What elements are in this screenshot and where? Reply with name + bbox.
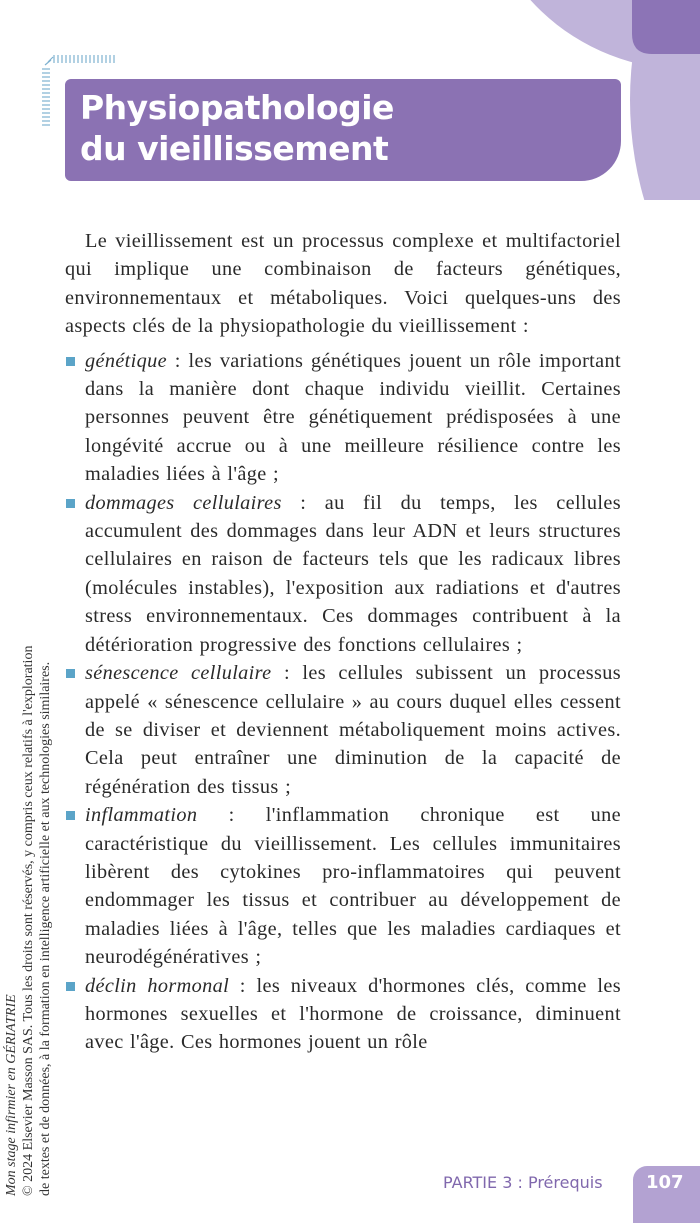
footer-section: PARTIE 3 : Prérequis	[443, 1173, 603, 1192]
square-bullet-icon	[66, 357, 75, 366]
copyright-line: © 2024 Elsevier Masson SAS. Tous les droits sont réservés, y compris ceux relatifs à l'exploration	[21, 645, 36, 1196]
square-bullet-icon	[66, 499, 75, 508]
copyright-sidebar	[3, 506, 54, 1196]
intro-paragraph: Le vieillissement est un processus complexe et multifactoriel qui implique une combinaison de facteurs génétiques, environnementaux et métaboliques. Voici quelques-uns des aspects clés de la physiopathologie du vieillissement :	[65, 230, 621, 338]
item-text: : les cellules subissent un processus appelé « sénescence cellulaire » au cours duquel elles cessent de se diviser et deviennent métaboliquement moins actives. Cela peut entraîner une diminution de la capacité de régénération des tissus ;	[85, 662, 621, 798]
item-term: déclin hormonal	[85, 974, 230, 997]
list-item	[65, 489, 621, 659]
square-bullet-icon	[66, 811, 75, 820]
item-term: inflammation	[85, 804, 198, 827]
item-text: : l'inflammation chronique est une caractéristique du vieillissement. Les cellules immunitaires libèrent des cytokines pro-inflammatoires qui peuvent endommager les tissus et contribuer au développement de maladies liées à l'âge, telles que les maladies cardiaques et neurodégénératives ;	[85, 804, 621, 969]
title-line-1: Physiopathologie	[80, 88, 394, 127]
page-title	[80, 87, 394, 169]
title-banner	[65, 79, 621, 181]
list-item	[65, 659, 621, 801]
square-bullet-icon	[66, 982, 75, 991]
item-term: dommages cellulaires	[85, 491, 282, 514]
bullet-list	[65, 347, 621, 1057]
list-item	[65, 347, 621, 489]
copyright-line: de textes et de données, à la formation en intelligence artificielle et aux technologies similaires.	[38, 661, 53, 1196]
decorative-shape	[632, 0, 700, 54]
list-item	[65, 972, 621, 1057]
item-term: sénescence cellulaire	[85, 662, 272, 685]
book-title: Mon stage infirmier en GÉRIATRIE	[4, 994, 19, 1196]
list-item	[65, 801, 621, 971]
item-term: génétique	[85, 349, 167, 372]
item-text: : au fil du temps, les cellules accumulent des dommages dans leur ADN et leurs structures cellulaires en raison de facteurs tels que les radicaux libres (molécules instables), l'exposition aux radiations et d'autres stress environnementaux. Ces dommages contribuent à la détérioration progressive des fonctions cellulaires ;	[85, 491, 621, 656]
item-text: : les niveaux d'hormones clés, comme les hormones sexuelles et l'hormone de croissance, diminuent avec l'âge. Ces hormones jouent un rôle	[85, 974, 621, 1054]
item-text: : les variations génétiques jouent un rôle important dans la manière dont chaque individu vieillit. Certaines personnes peuvent être génétiquement prédisposées à une longévité accrue ou à une meilleure résilience contre les maladies liées à l'âge ;	[85, 349, 621, 486]
square-bullet-icon	[66, 669, 75, 678]
title-line-2: du vieillissement	[80, 129, 389, 168]
body-text	[65, 227, 621, 1057]
page-number: 107	[646, 1172, 684, 1193]
page-number-tab	[633, 1166, 700, 1223]
